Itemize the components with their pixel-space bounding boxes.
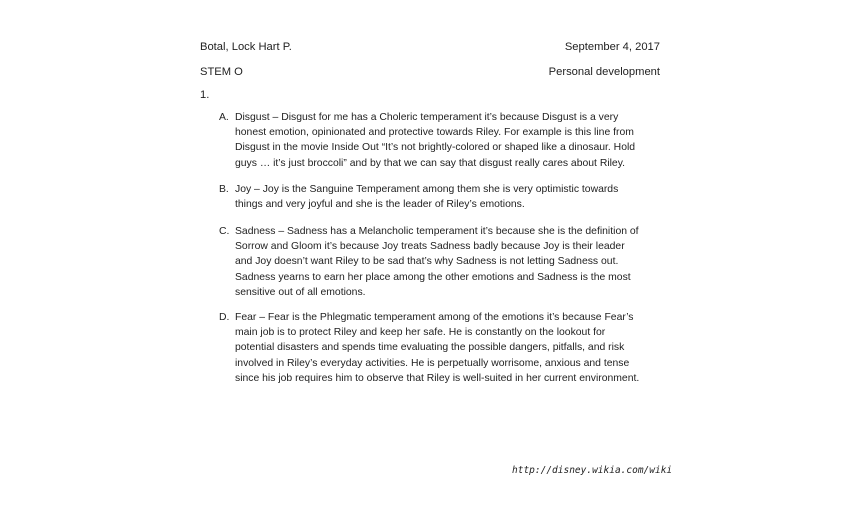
item-letter: C. (219, 226, 230, 237)
text-line: things and very joyful and she is the leader of Riley’s emotions. (235, 199, 525, 211)
text-line: Disgust – Disgust for me has a Choleric temperament it’s because Disgust is a very (235, 112, 619, 123)
text-line: since his job requires him to observe that Riley is well-suited in her current environment. (235, 372, 640, 384)
subheader-row (200, 65, 660, 79)
header-row (200, 40, 660, 54)
item-letter: A. (219, 112, 229, 123)
text-line: potential disasters and spends time evaluating the possible dangers, pitfalls, and risk (235, 342, 625, 354)
source-url: http://disney.wikia.com/wiki (512, 465, 673, 476)
item-text (235, 310, 659, 386)
document-date: September 4, 2017 (564, 41, 660, 53)
item-text (235, 182, 659, 212)
list-item-b (219, 182, 659, 212)
item-letter: B. (219, 184, 229, 195)
text-line: guys … it’s just broccoli” and by that we can say that disgust really cares about Riley. (235, 157, 626, 169)
topic-name: Personal development (548, 66, 660, 78)
list-item-a (219, 110, 659, 171)
text-line: Sorrow and Gloom it’s because Joy treats Sadness badly because Joy is their leader (235, 241, 625, 253)
student-name: Botal, Lock Hart P. (200, 41, 292, 53)
item-letter: D. (219, 312, 230, 323)
section-name: STEM O (200, 66, 243, 78)
text-line: and Joy doesn’t want Riley to be sad that’s why Sadness is not letting Sadness out. (235, 256, 619, 268)
text-line: involved in Riley’s everyday activities. He is perpetually worrisome, anxious and tense (235, 357, 630, 369)
text-line: Disgust in the movie Inside Out “It’s not brightly-colored or shaped like a dinosaur. Hold (235, 142, 636, 154)
text-line: Sadness – Sadness has a Melancholic temperament it’s because she is the definition of (235, 226, 639, 237)
question-number: 1. (200, 89, 210, 101)
text-line: Fear – Fear is the Phlegmatic temperament among of the emotions it’s because Fear’s (235, 312, 634, 323)
list-item-c (219, 224, 659, 300)
item-text (235, 110, 659, 171)
text-line: honest emotion, opinionated and protective towards Riley. For example is this line from (235, 127, 634, 139)
item-text (235, 224, 659, 300)
text-line: Sadness yearns to earn her place among the other emotions and Sadness is the most (235, 271, 631, 283)
text-line: main job is to protect Riley and keep her safe. He is constantly on the lookout for (235, 327, 606, 339)
list-item-d (219, 310, 659, 386)
text-line: Joy – Joy is the Sanguine Temperament among them she is very optimistic towards (235, 184, 619, 195)
text-line: sensitive out of all emotions. (235, 286, 366, 298)
